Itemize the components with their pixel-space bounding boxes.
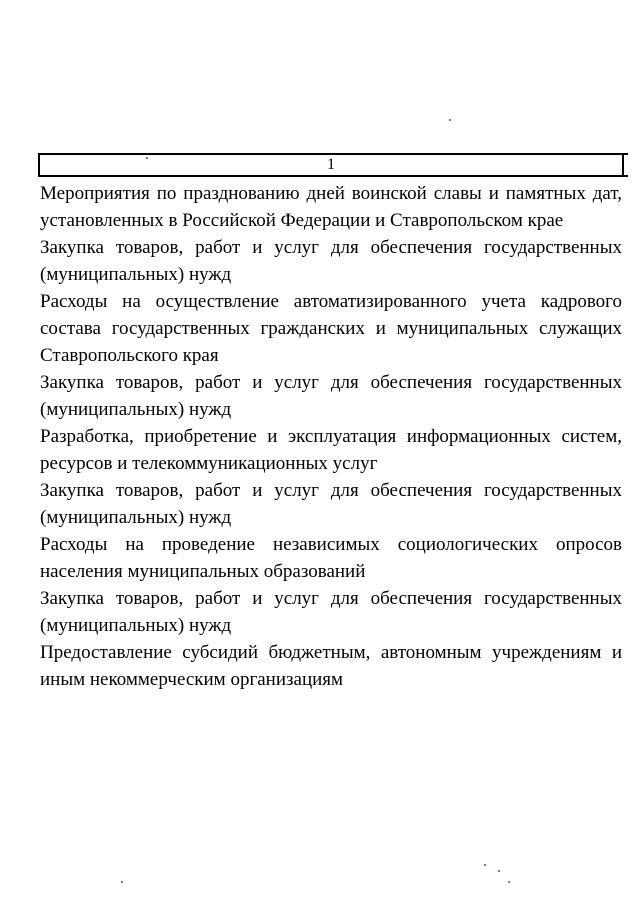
scan-speck: [508, 881, 510, 883]
table-row: Предоставление субсидий бюджетным, автономным учреждениям и иным некоммерческим организациям: [40, 642, 622, 690]
table-row: Расходы на проведение независимых социологических опросов населения муниципальных образований: [40, 534, 622, 582]
table-row: Закупка товаров, работ и услуг для обеспечения государственных (муниципальных) нужд: [40, 237, 622, 285]
table-row: Закупка товаров, работ и услуг для обеспечения государственных (муниципальных) нужд: [40, 480, 622, 528]
table-body: [40, 180, 622, 693]
table-row: Закупка товаров, работ и услуг для обеспечения государственных (муниципальных) нужд: [40, 588, 622, 636]
scan-speck: [146, 157, 148, 159]
column-number-cell: 1: [40, 155, 624, 175]
table-row: Закупка товаров, работ и услуг для обеспечения государственных (муниципальных) нужд: [40, 372, 622, 420]
table-header-row: [38, 153, 628, 177]
scan-speck: [121, 881, 123, 883]
table-row: Расходы на осуществление автоматизированного учета кадрового состава государственных гражданских и муниципальных служащих Ставропольского края: [40, 291, 622, 366]
table-row: Мероприятия по празднованию дней воинской славы и памятных дат, установленных в Российской Федерации и Ставропольском крае: [40, 183, 622, 231]
table-row: Разработка, приобретение и эксплуатация информационных систем, ресурсов и телекоммуникационных услуг: [40, 426, 622, 474]
scan-speck: [484, 864, 486, 866]
scan-speck: [449, 119, 451, 121]
scan-speck: [498, 870, 500, 872]
